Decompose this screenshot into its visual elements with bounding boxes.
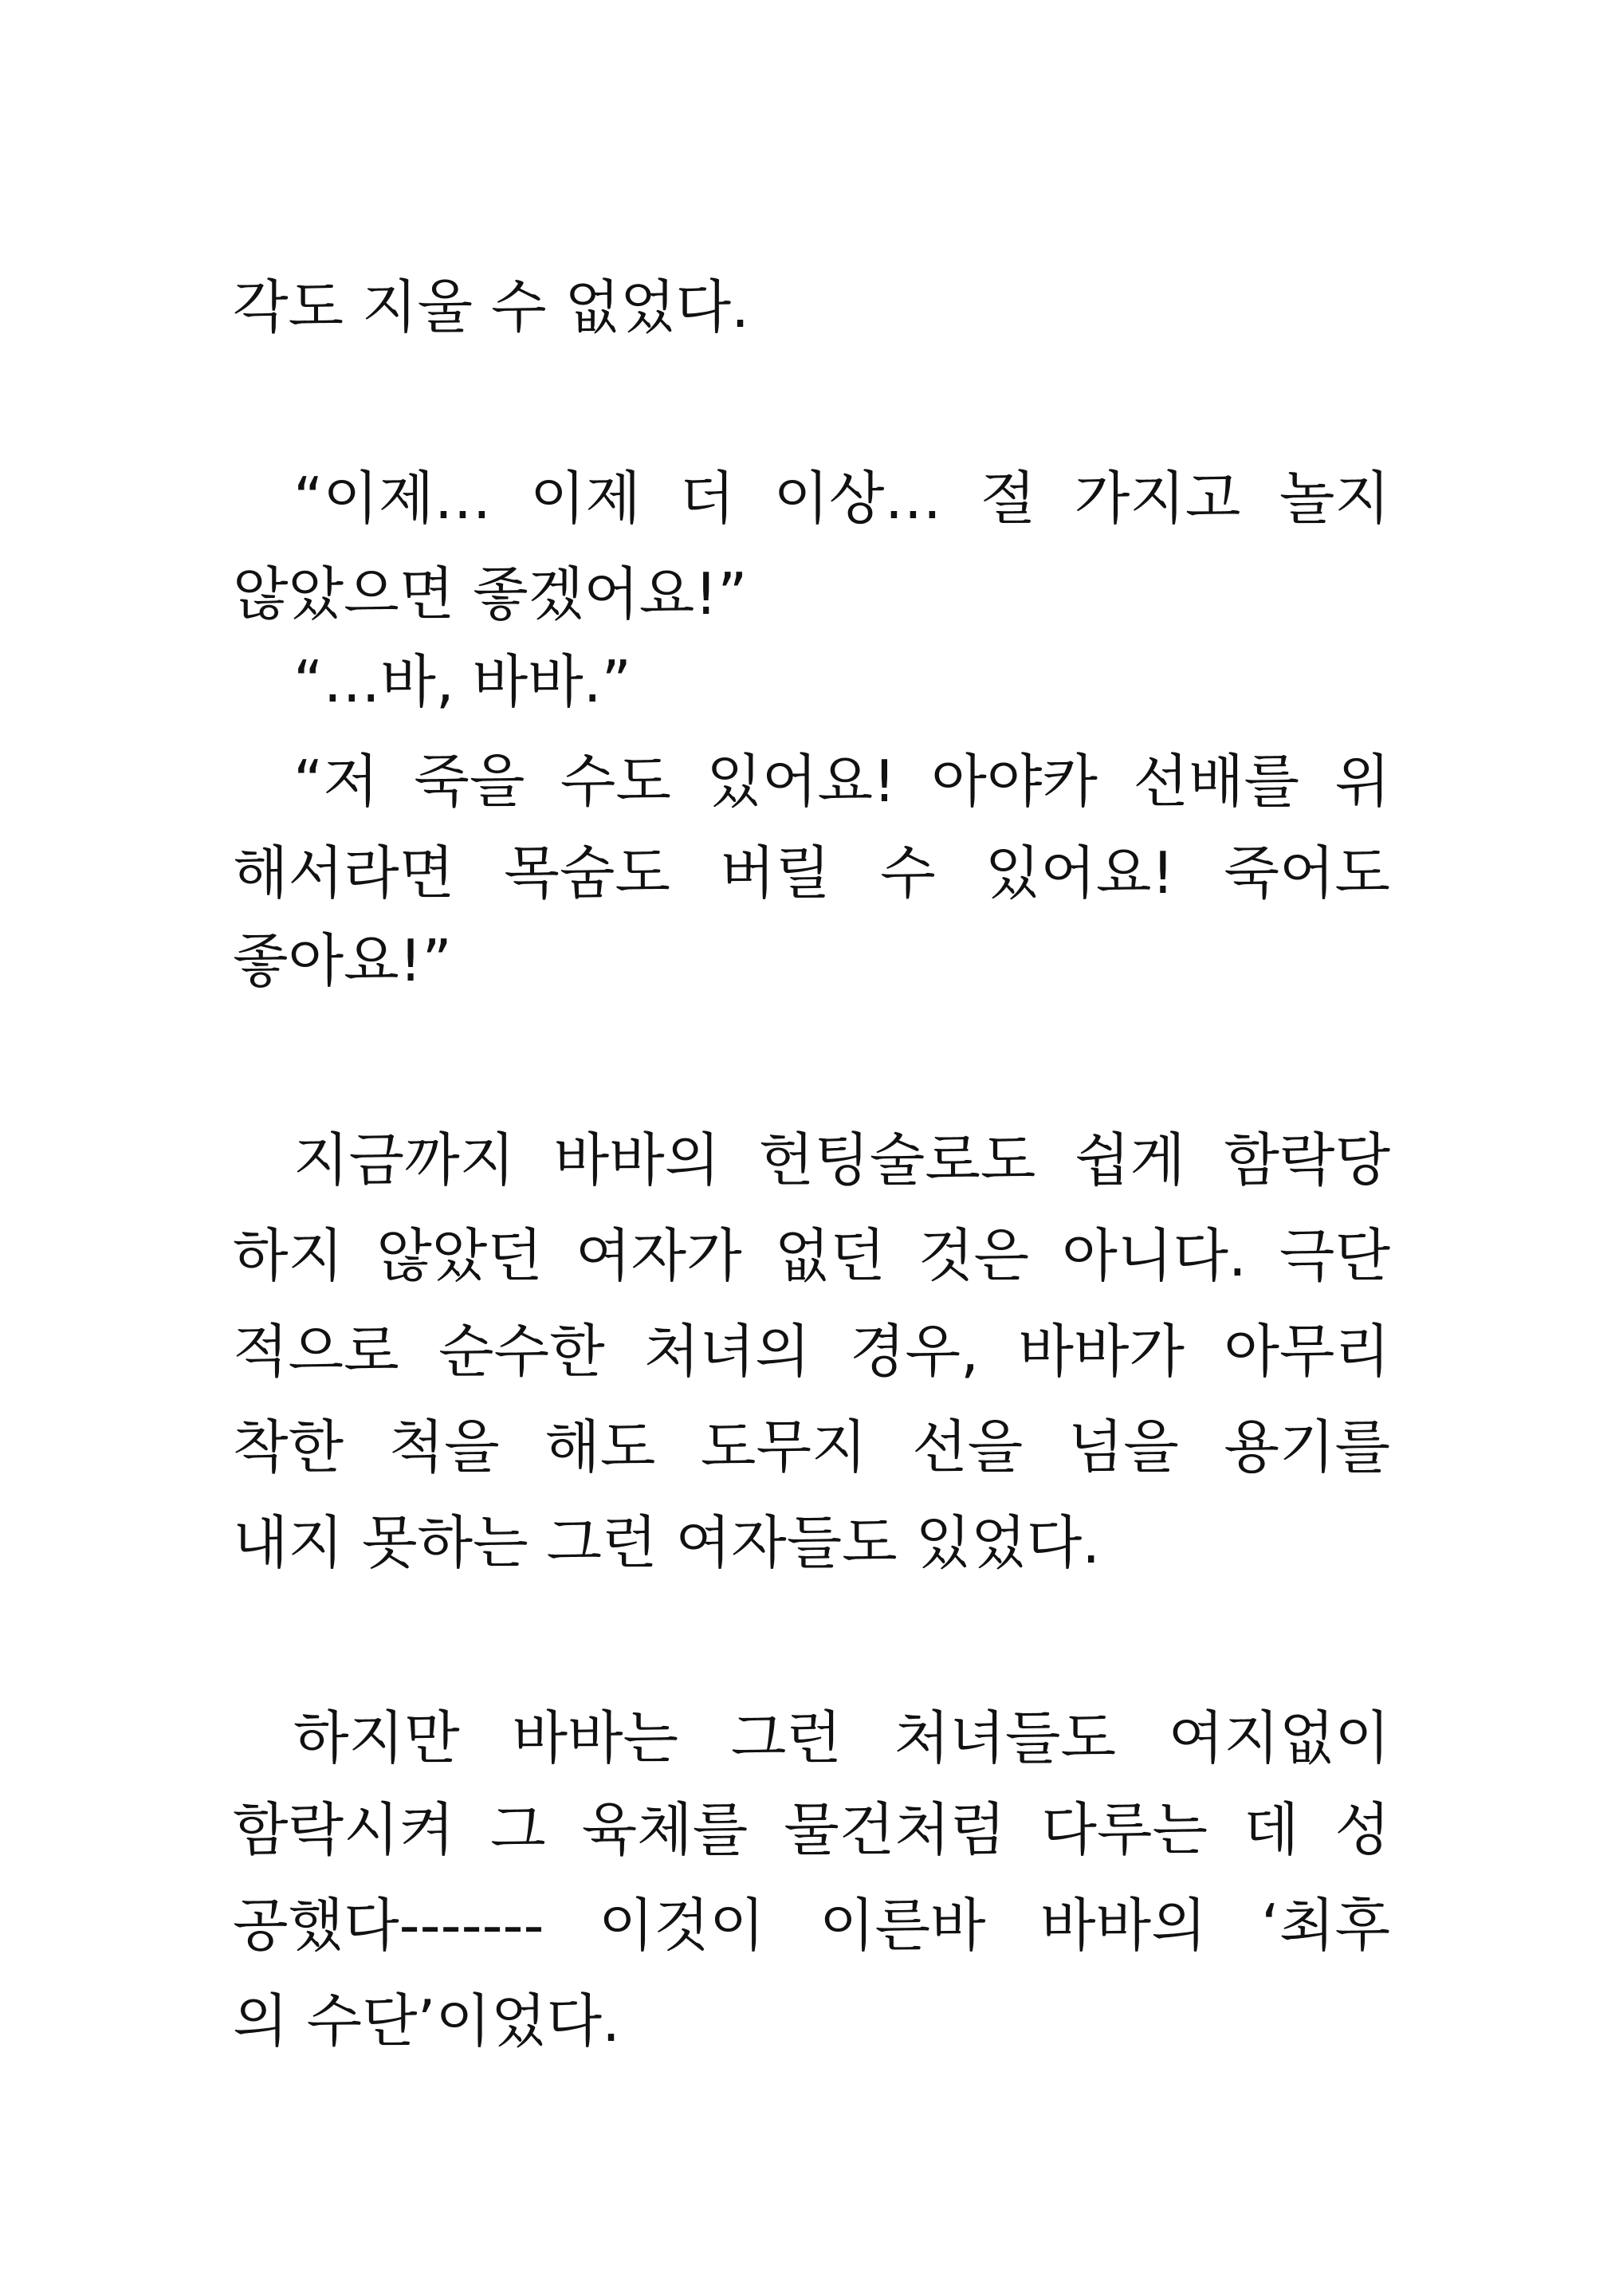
text-line: “…바, 바바.” [293,648,631,715]
text-line: 지금까지 바바의 헌팅술로도 쉽게 함락당 [293,1126,1390,1193]
text-line: 적으로 순수한 처녀의 경우, 바바가 아무리 [233,1318,1390,1385]
text-line: “저 죽을 수도 있어요! 아야카 선배를 위 [293,748,1390,815]
text-line: 좋아요!” [233,927,452,994]
text-line: 의 수단’이었다. [233,1987,620,2054]
text-line: 하지만 바바는 그런 처녀들도 여지없이 [293,1704,1390,1771]
text-line: “이제… 이제 더 이상… 절 가지고 놀지 [293,465,1390,532]
text-line: 착한 척을 해도 도무지 선을 넘을 용기를 [233,1413,1390,1480]
text-line: 내지 못하는 그런 여자들도 있었다. [233,1509,1101,1576]
text-line: 각도 지울 수 없었다. [233,273,749,340]
text-line: 함락시켜 그 육체를 물건처럼 다루는 데 성 [233,1796,1390,1863]
text-line: 않았으면 좋겠어요!” [233,560,748,627]
text-line: 하지 않았던 여자가 없던 것은 아니다. 극단 [233,1222,1390,1289]
text-line: 해서라면 목숨도 버릴 수 있어요! 죽어도 [233,839,1390,906]
text-line: 공했다------- 이것이 이른바 바바의 ‘최후 [233,1892,1390,1959]
